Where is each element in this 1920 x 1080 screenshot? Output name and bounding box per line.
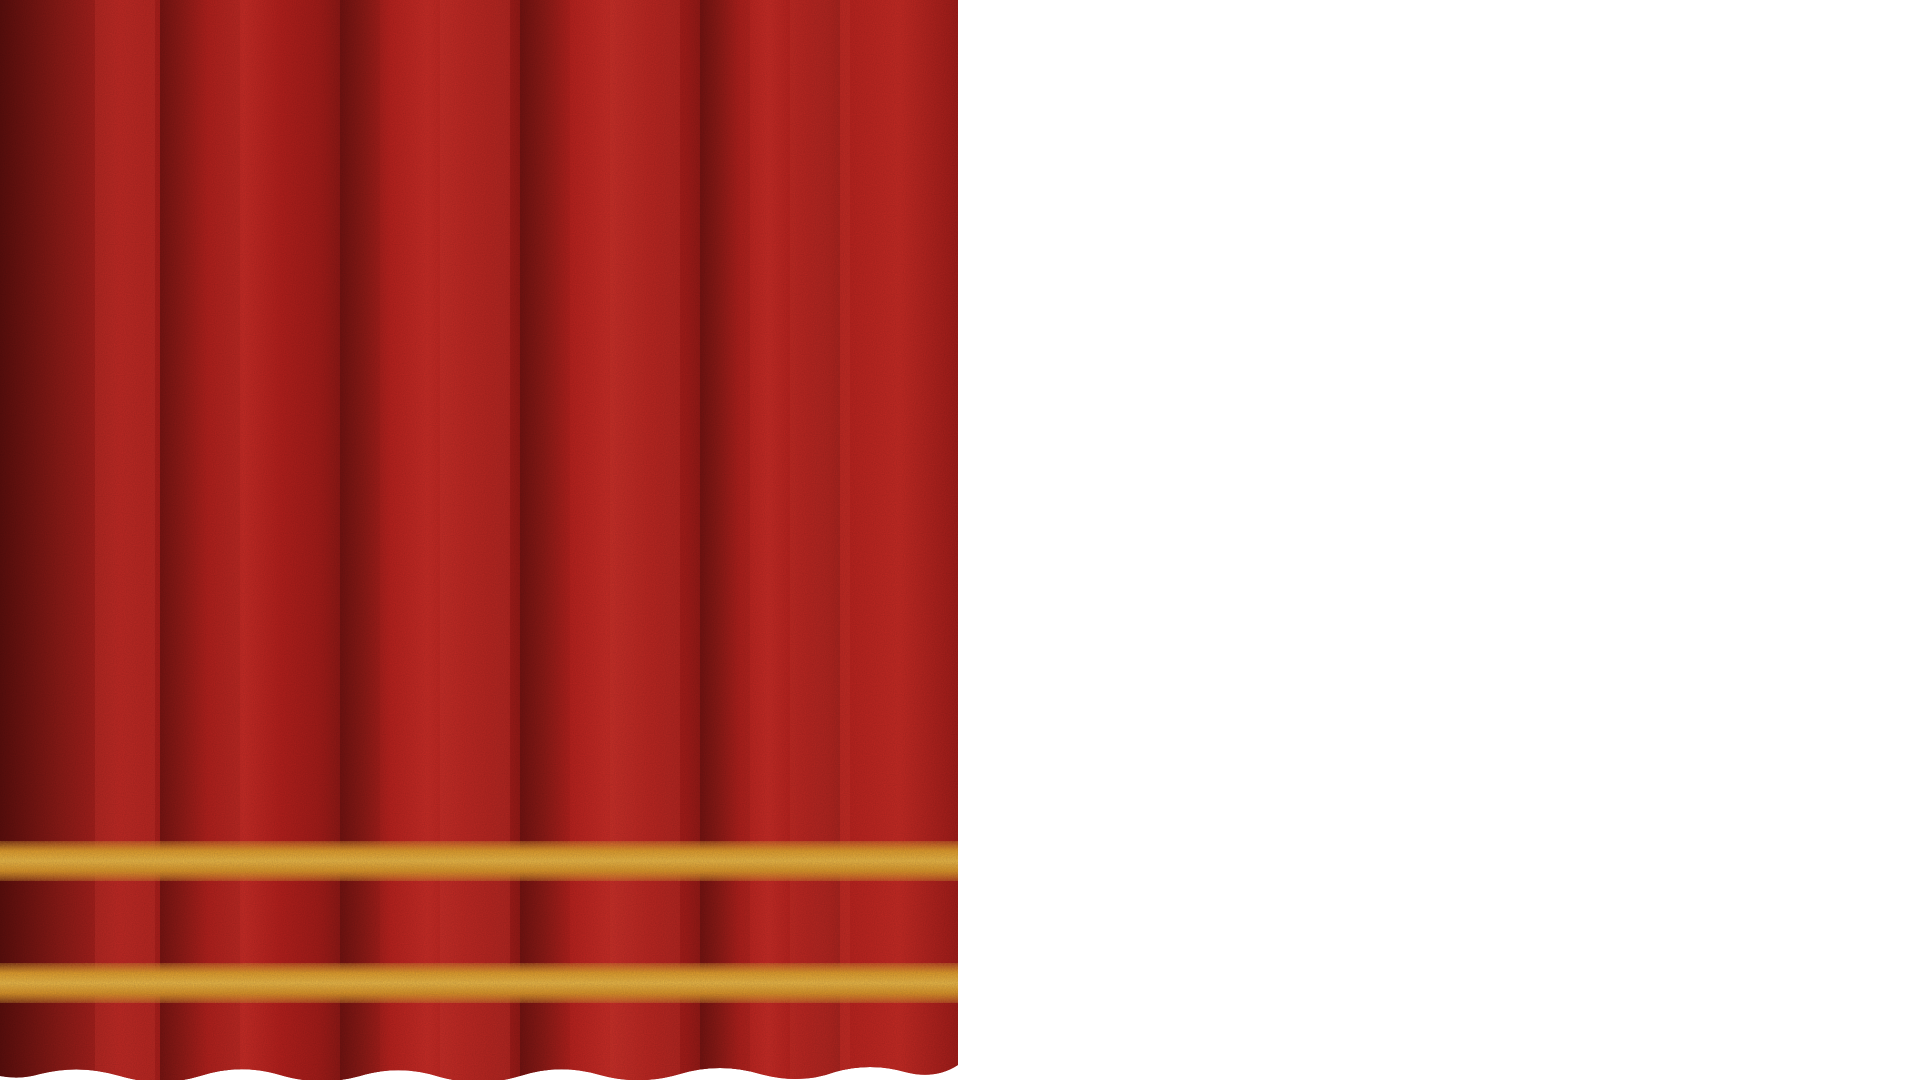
empty-white-area — [958, 0, 1920, 1080]
curtain-body — [0, 0, 958, 1080]
